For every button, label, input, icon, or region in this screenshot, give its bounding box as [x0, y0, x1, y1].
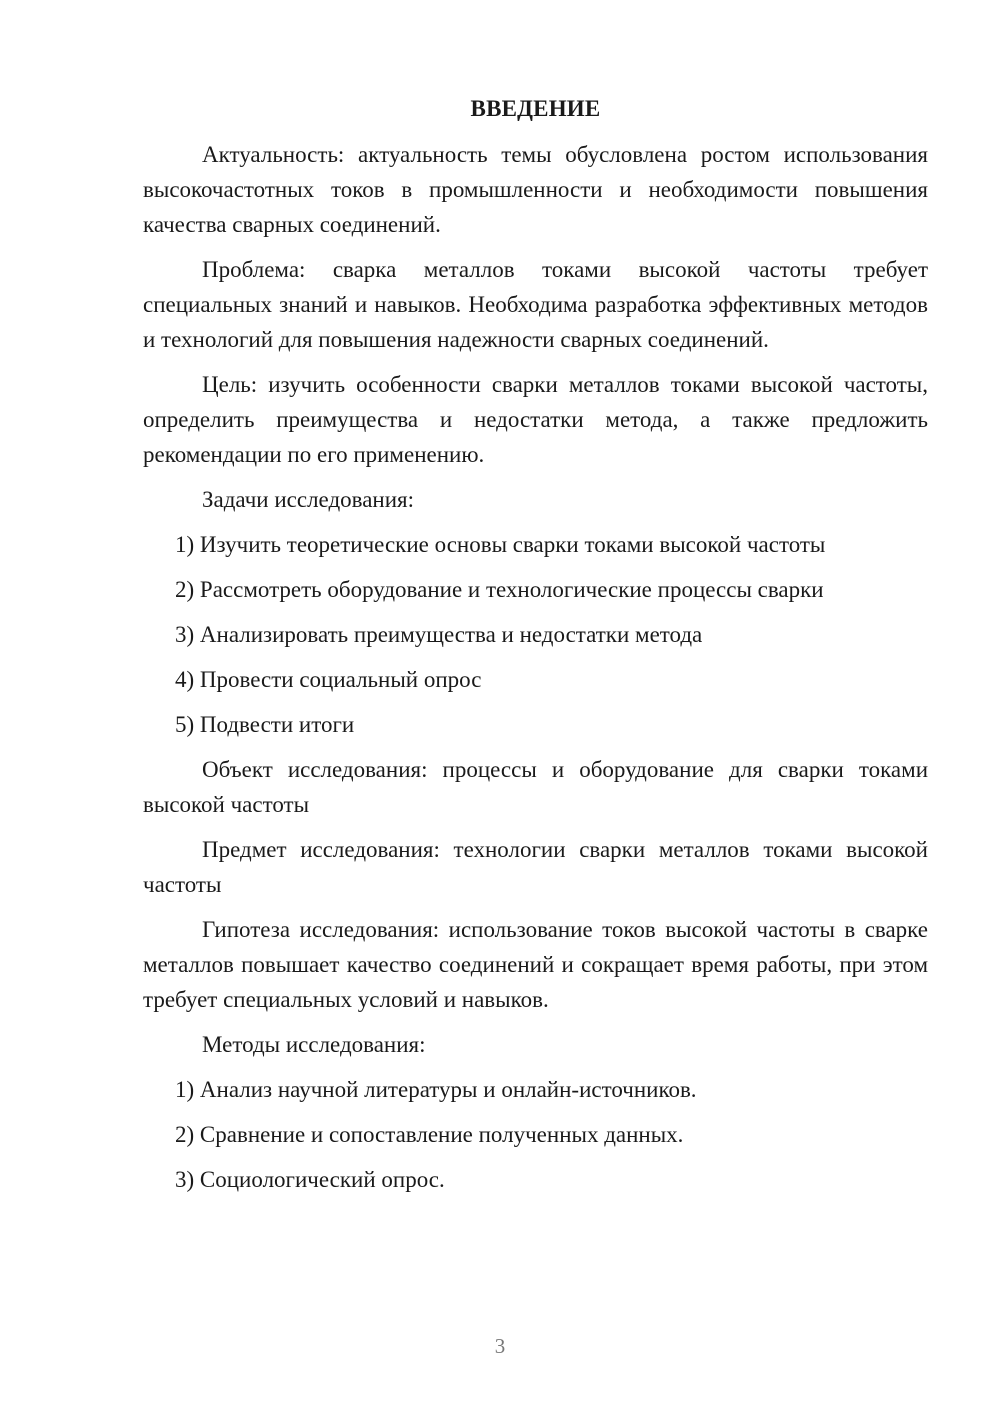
list-item: 2) Рассмотреть оборудование и технологические процессы сварки [175, 577, 824, 602]
goal-paragraph: Цель: изучить особенности сварки металлов токами высокой частоты, определить преимущества и недостатки метода, а также предложить рекомендации по его применению. [143, 372, 928, 467]
list-item: 3) Социологический опрос. [175, 1167, 445, 1192]
page-title: ВВЕДЕНИЕ [470, 96, 601, 121]
list-item: 5) Подвести итоги [175, 712, 355, 737]
list-item: 3) Анализировать преимущества и недостатки метода [175, 622, 703, 647]
subject-paragraph: Предмет исследования: технологии сварки металлов токами высокой частоты [143, 837, 928, 897]
methods-list [143, 1072, 928, 1197]
relevance-paragraph: Актуальность: актуальность темы обусловлена ростом использования высокочастотных токов в промышленности и необходимости повышения качества сварных соединений. [143, 142, 928, 237]
list-item: 4) Провести социальный опрос [175, 667, 482, 692]
object-paragraph: Объект исследования: процессы и оборудование для сварки токами высокой частоты [143, 757, 928, 817]
tasks-heading: Задачи исследования: [202, 487, 415, 512]
methods-heading: Методы исследования: [202, 1032, 426, 1057]
document-page [143, 94, 928, 1207]
list-item: 1) Изучить теоретические основы сварки токами высокой частоты [175, 532, 826, 557]
hypothesis-paragraph: Гипотеза исследования: использование токов высокой частоты в сварке металлов повышает качество соединений и сокращает время работы, при этом требует специальных условий и навыков. [143, 917, 928, 1012]
page-number: 3 [494, 1334, 506, 1358]
list-item: 2) Сравнение и сопоставление полученных данных. [175, 1122, 684, 1147]
problem-paragraph: Проблема: сварка металлов токами высокой частоты требует специальных знаний и навыков. Необходима разработка эффективных методов и технологий для повышения надежности сварных соединений. [143, 257, 928, 352]
tasks-list [143, 527, 928, 742]
list-item: 1) Анализ научной литературы и онлайн-источников. [175, 1077, 697, 1102]
